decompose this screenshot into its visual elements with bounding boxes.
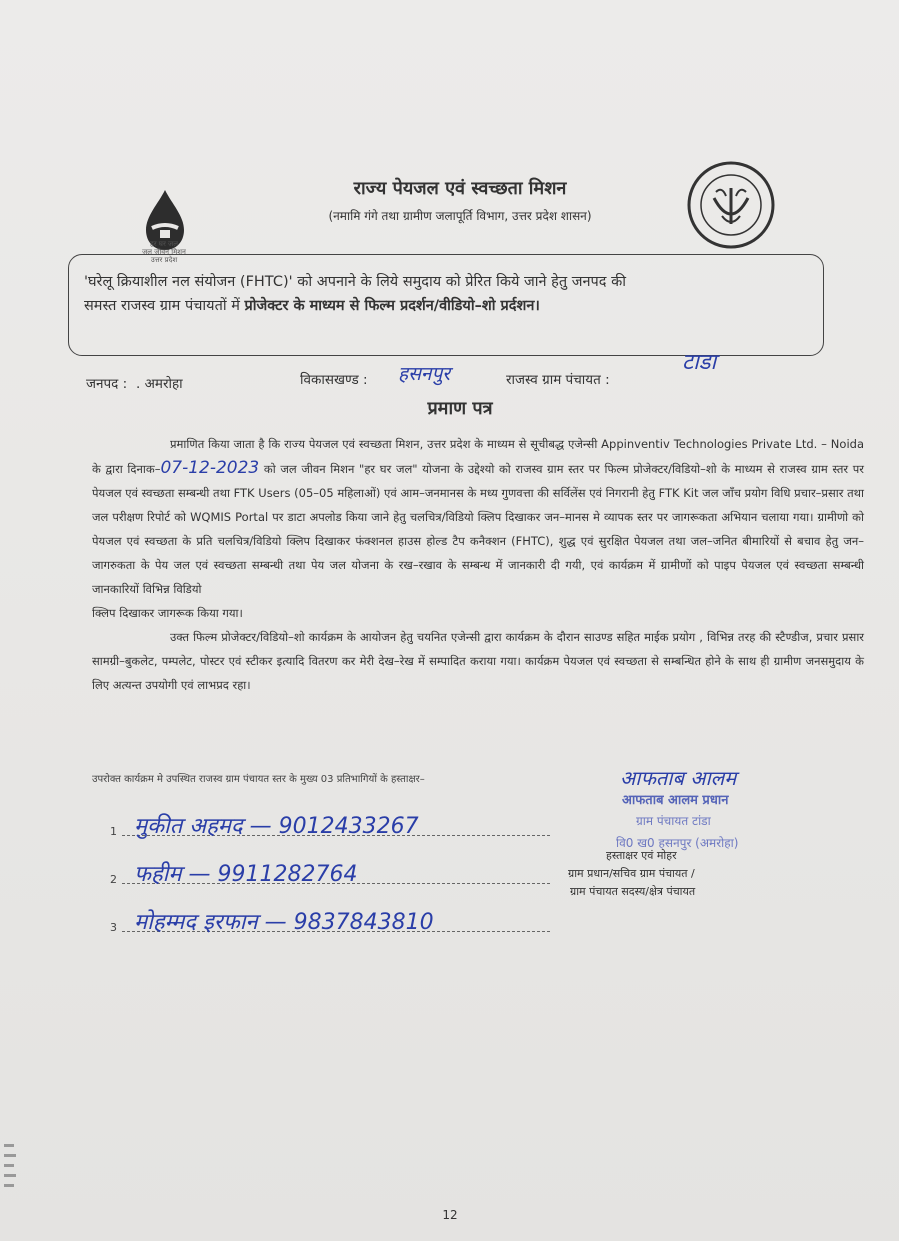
body-paragraph-1-rest: को जल जीवन मिशन "हर घर जल" योजना के उद्देश्यो को राजस्व ग्राम स्तर पर फिल्म प्रोजेक्टर/विडियो–शो के माध्यम से राजस्व ग्राम स्तर पर पेयजल एवं स्वच्छता सम्बन्धी तथा FTK Users (05–05 महिलाओं) एवं आम–जनमानस के मध्य गुणवत्ता की सर्विलेंस एवं निगरानी हेतु FTK Kit जल जाँच प्रयोग विधि प्रचार–प्रसार तथा जल परीक्षण रिपोर्ट को WQMIS Portal पर डाटा अपलोड किया जाने हेतु चलचित्र/विडियो क्लिप दिखाकर जन–मानस मे व्यापक स्तर पर जागरूकता अभियान चलाया गया। ग्रामीणो को पेयजल एवं स्वच्छता के प्रति चलचित्र/विडियो क्लिप दिखाकर फंक्शनल हाउस होल्ड टैप कनैक्शन (FHTC), शुद्ध एवं सुरक्षित पेयजल तथा जल–जनित बीमारियों से बचाव हेतु जन–जागरुकता के पेय जल एवं स्वच्छता सम्बन्धी तथा पेय जल योजना के रख–रखाव के सम्बन्ध में जानकारी दी गयी, एवं कार्यक्रम में ग्रामीणों को पाइप पेयजल एवं स्वच्छता सम्बन्धी जानकारियों विभिन्न विडियो [92,462,864,596]
subject-line-2-plain: समस्त राजस्व ग्राम पंचायतों में [84,298,245,314]
village-value-handwritten: टाडा [682,350,717,375]
certificate-title: प्रमाण पत्र [427,398,493,419]
subject-line-2 [84,294,804,318]
participant-row-2 [110,856,590,890]
participant-number: 2 [110,873,117,886]
body-paragraph-1-end: क्लिप दिखाकर जागरूक किया गया। [92,606,243,620]
district-value: . अमरोहा [136,376,183,392]
signature-block-line-3: ग्राम पंचायत सदस्य/क्षेत्र पंचायत [570,885,696,898]
header-subtitle: (नमामि गंगे तथा ग्रामीण जलापूर्ति विभाग, उत्तर प्रदेश शासन) [328,209,592,223]
header-title: राज्य पेयजल एवं स्वच्छता मिशन [353,178,567,199]
signature-block-label: हस्ताक्षर एवं मोहर [606,849,677,862]
body-paragraph-1 [92,432,864,601]
village-label: राजस्व ग्राम पंचायत : [506,372,610,388]
body-paragraph-1-start: प्रमाणित किया जाता है कि राज्य पेयजल एवं स्वच्छता मिशन, उत्तर प्रदेश के माध्यम से सूचीबद्ध एजेन्सी Appinventiv Technologies Private Ltd. – Noida के द्वारा दिनाक– [92,437,864,476]
subject-line-1: 'घरेलू क्रियाशील नल संयोजन (FHTC)' को अपनाने के लिये समुदाय को प्रेरित किये जाने हेतु जनपद की [84,274,626,290]
district-label: जनपद : [86,376,128,392]
signature-block-line-2: ग्राम प्रधान/सचिव ग्राम पंचायत / [568,867,695,880]
location-fields [86,350,806,396]
participant-row-1 [110,808,590,842]
stamp-line-2: ग्राम पंचायत टांडा [636,814,711,828]
date-handwritten: 07-12-2023 [160,458,260,478]
government-seal-icon [686,158,776,252]
block-value-handwritten: हसनपुर [398,363,451,385]
logo-caption-line-1: हर घर जल [150,240,178,248]
participant-number: 3 [110,921,117,934]
page-number: 12 [442,1208,458,1222]
subject-text [84,270,804,318]
subject-line-2-bold: प्रोजेक्टर के माध्यम से फिल्म प्रदर्शन/वीडियो–शो प्रर्दशन। [244,298,540,314]
participant-signature: मुकीत अहमद — 9012433267 [134,814,419,839]
logo-caption-line-3: उत्तर प्रदेश [150,256,178,264]
participants-label: उपरोक्त कार्यक्रम मे उपस्थित राजस्व ग्राम पंचायत स्तर के मुख्य 03 प्रतिभागियों के हस्ताक्षर– [92,774,425,785]
logo-caption-line-2: जल जीवन मिशन [142,248,186,256]
binding-edge-marks [0,1140,20,1200]
participant-signature: फहीम — 9911282764 [134,862,358,887]
pradhan-signature: आफताब आलम [620,766,737,790]
stamp-name: आफताब आलम प्रधान [622,793,729,808]
participant-number: 1 [110,825,117,838]
participant-signature: मोहम्मद इरफान — 9837843810 [134,910,434,935]
stamp-line-3: वि0 ख0 हसनपुर (अमरोहा) [616,836,739,850]
block-label: विकासखण्ड : [300,372,368,388]
participant-row-3 [110,904,590,938]
certificate-body [92,432,864,697]
body-paragraph-2: उक्त फिल्म प्रोजेक्टर/विडियो–शो कार्यक्रम के आयोजन हेतु चयनित एजेन्सी द्वारा कार्यक्रम के दौरान साउण्ड सहित माईक प्रयोग , विभिन्न तरह की स्टैण्डीज, प्रचार प्रसार सामग्री–बुकलेट, पम्पलेट, पोस्टर एवं स्टीकर इत्यादि वितरण कर मेरी देख–रेख में सम्पादित कराया गया। कार्यक्रम पेयजल एवं स्वच्छता से सम्बन्धित होने के साथ ही ग्रामीण जनसमुदाय के लिए अत्यन्त उपयोगी एवं लाभप्रद रहा। [92,630,864,692]
